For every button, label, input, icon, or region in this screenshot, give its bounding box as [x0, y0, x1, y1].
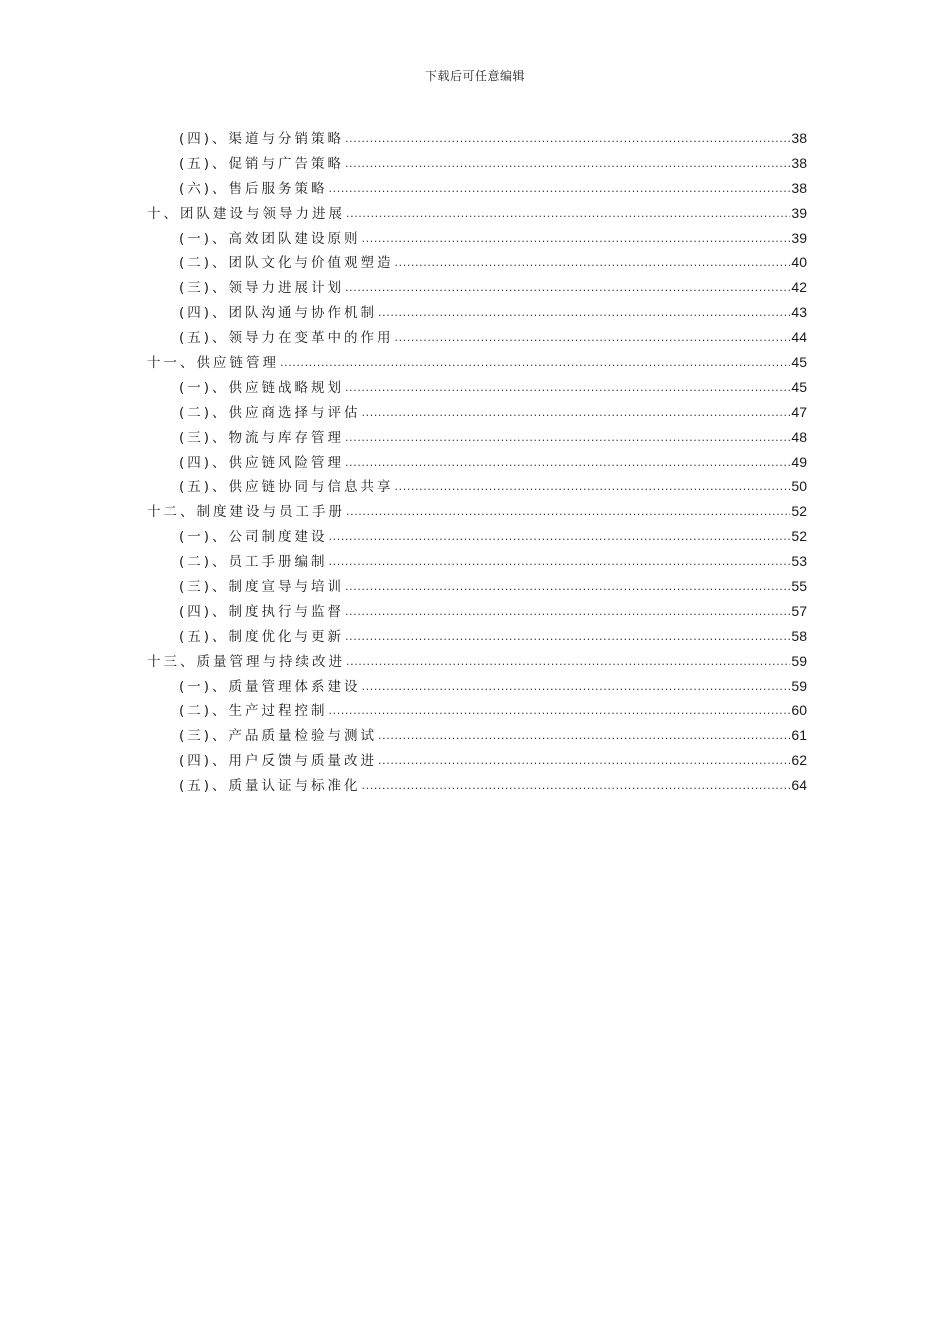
toc-section-entry[interactable]	[147, 151, 807, 176]
toc-entry-title: (五)、供应链协同与信息共享	[179, 479, 394, 496]
toc-section-entry[interactable]	[147, 698, 807, 723]
toc-chapter-entry[interactable]	[147, 201, 807, 226]
toc-page-number: 52	[791, 528, 807, 545]
toc-section-entry[interactable]	[147, 574, 807, 599]
toc-section-entry[interactable]	[147, 773, 807, 798]
toc-section-entry[interactable]	[147, 250, 807, 275]
toc-page-number: 48	[791, 428, 807, 445]
toc-page-number: 39	[791, 229, 807, 246]
toc-dot-leader	[378, 748, 790, 774]
toc-section-entry[interactable]	[147, 275, 807, 300]
toc-page-number: 44	[791, 329, 807, 346]
toc-chapter-entry[interactable]	[147, 649, 807, 674]
toc-dot-leader	[345, 375, 790, 401]
toc-page-number: 58	[791, 627, 807, 644]
toc-section-entry[interactable]	[147, 425, 807, 450]
toc-entry-title: (四)、用户反馈与质量改进	[179, 753, 378, 770]
toc-section-entry[interactable]	[147, 126, 807, 151]
toc-dot-leader	[329, 524, 791, 550]
toc-entry-title: (五)、促销与广告策略	[179, 155, 345, 172]
table-of-contents	[147, 126, 807, 798]
toc-dot-leader	[345, 450, 790, 476]
toc-entry-title: 十二、制度建设与员工手册	[147, 504, 345, 521]
toc-dot-leader	[329, 549, 791, 575]
toc-dot-leader	[345, 126, 790, 152]
toc-page-number: 55	[791, 578, 807, 595]
toc-entry-title: (五)、质量认证与标准化	[179, 778, 361, 795]
toc-entry-title: 十一、供应链管理	[147, 355, 279, 372]
toc-entry-title: (四)、渠道与分销策略	[179, 131, 345, 147]
toc-dot-leader	[362, 674, 791, 700]
toc-page-number: 62	[791, 752, 807, 769]
toc-section-entry[interactable]	[147, 723, 807, 748]
toc-page-number: 43	[791, 304, 807, 321]
toc-entry-title: (二)、团队文化与价值观塑造	[179, 255, 394, 272]
toc-dot-leader	[395, 325, 791, 351]
toc-entry-title: (四)、制度执行与监督	[179, 603, 345, 620]
toc-dot-leader	[378, 300, 790, 326]
toc-page-number: 45	[791, 378, 807, 395]
toc-entry-title: (五)、领导力在变革中的作用	[179, 330, 394, 347]
toc-page-number: 38	[791, 179, 807, 196]
toc-entry-title: (一)、高效团队建设原则	[179, 230, 361, 247]
toc-entry-title: (二)、供应商选择与评估	[179, 404, 361, 421]
toc-entry-title: (一)、质量管理体系建设	[179, 678, 361, 695]
toc-dot-leader	[362, 773, 791, 799]
toc-section-entry[interactable]	[147, 524, 807, 549]
toc-dot-leader	[345, 275, 790, 301]
toc-section-entry[interactable]	[147, 748, 807, 773]
toc-page-number: 52	[791, 503, 807, 520]
toc-dot-leader	[395, 474, 791, 500]
toc-section-entry[interactable]	[147, 375, 807, 400]
toc-entry-title: (一)、公司制度建设	[179, 529, 328, 546]
toc-entry-title: (二)、生产过程控制	[179, 703, 328, 720]
toc-dot-leader	[329, 176, 791, 202]
toc-entry-title: (四)、供应链风险管理	[179, 454, 345, 471]
toc-page-number: 38	[791, 154, 807, 171]
toc-section-entry[interactable]	[147, 674, 807, 699]
toc-page-number: 59	[791, 652, 807, 669]
toc-page-number: 64	[791, 777, 807, 794]
toc-entry-title: (一)、供应链战略规划	[179, 379, 345, 396]
toc-page-number: 42	[791, 279, 807, 296]
toc-entry-title: 十三、质量管理与持续改进	[147, 653, 345, 670]
toc-page-number: 53	[791, 553, 807, 570]
toc-dot-leader	[346, 499, 790, 525]
toc-page-number: 57	[791, 602, 807, 619]
toc-page-number: 49	[791, 453, 807, 470]
toc-dot-leader	[345, 599, 790, 625]
toc-dot-leader	[329, 698, 791, 724]
toc-page-number: 50	[791, 478, 807, 495]
toc-dot-leader	[395, 250, 791, 276]
toc-section-entry[interactable]	[147, 474, 807, 499]
toc-page-number: 38	[791, 130, 807, 146]
toc-section-entry[interactable]	[147, 599, 807, 624]
toc-entry-title: (五)、制度优化与更新	[179, 628, 345, 645]
toc-dot-leader	[345, 425, 790, 451]
toc-page-number: 60	[791, 702, 807, 719]
toc-dot-leader	[280, 350, 790, 376]
toc-section-entry[interactable]	[147, 549, 807, 574]
toc-section-entry[interactable]	[147, 300, 807, 325]
toc-page-number: 45	[791, 354, 807, 371]
toc-section-entry[interactable]	[147, 450, 807, 475]
toc-entry-title: (二)、员工手册编制	[179, 554, 328, 571]
toc-entry-title: (三)、产品质量检验与测试	[179, 728, 378, 745]
toc-page-number: 39	[791, 204, 807, 221]
toc-section-entry[interactable]	[147, 226, 807, 251]
toc-dot-leader	[362, 226, 791, 252]
toc-entry-title: (三)、物流与库存管理	[179, 429, 345, 446]
toc-section-entry[interactable]	[147, 325, 807, 350]
toc-dot-leader	[345, 624, 790, 650]
toc-chapter-entry[interactable]	[147, 499, 807, 524]
toc-page-number: 47	[791, 403, 807, 420]
toc-dot-leader	[378, 723, 790, 749]
page-header: 下载后可任意编辑	[424, 69, 525, 83]
toc-page-number: 59	[791, 677, 807, 694]
toc-entry-title: (三)、制度宣导与培训	[179, 579, 345, 596]
toc-dot-leader	[345, 151, 790, 177]
toc-dot-leader	[346, 649, 790, 675]
toc-dot-leader	[346, 201, 790, 227]
toc-entry-title: (三)、领导力进展计划	[179, 280, 345, 297]
toc-dot-leader	[362, 400, 791, 426]
toc-chapter-entry[interactable]	[147, 350, 807, 375]
toc-section-entry[interactable]	[147, 624, 807, 649]
toc-page-number: 40	[791, 254, 807, 271]
toc-page-number: 61	[791, 727, 807, 744]
toc-entry-title: (四)、团队沟通与协作机制	[179, 305, 378, 322]
toc-entry-title: (六)、售后服务策略	[179, 180, 328, 197]
toc-entry-title: 十、团队建设与领导力进展	[147, 205, 345, 222]
toc-dot-leader	[345, 574, 790, 600]
toc-section-entry[interactable]	[147, 400, 807, 425]
toc-section-entry[interactable]	[147, 176, 807, 201]
